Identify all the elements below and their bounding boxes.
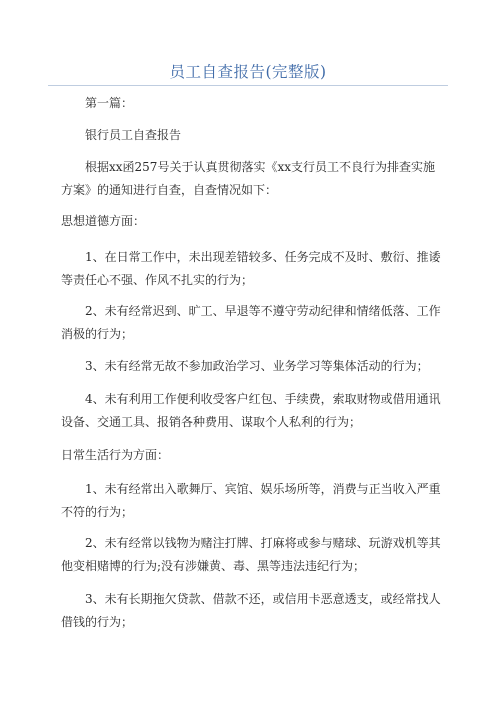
document-title: 员工自查报告(完整版) (169, 63, 327, 81)
ethics-item-2: 2、未有经常迟到、旷工、早退等不遵守劳动纪律和情绪低落、工作消极的行为； (61, 304, 441, 341)
subheading-ethics: 思想道德方面： (61, 214, 146, 228)
daily-item-1: 1、未有经常出入歌舞厅、宾馆、娱乐场所等，消费与正当收入严重不符的行为； (61, 482, 441, 519)
report-heading: 银行员工自查报告 (85, 128, 182, 142)
daily-item-2: 2、未有经常以钱物为赌注打牌、打麻将或参与赌球、玩游戏机等其他变相赌博的行为;没有涉嫌黄、毒、黑等违法违纪行为； (61, 536, 441, 573)
ethics-item-1: 1、在日常工作中，未出现差错较多、任务完成不及时、敷衍、推诿等责任心不强、作风不扎实的行为； (61, 250, 441, 287)
ethics-item-4: 4、未有利用工作便利收受客户红包、手续费，索取财物或借用通讯设备、交通工具、报销各种费用、谋取个人私利的行为； (61, 392, 441, 429)
section-heading: 第一篇： (85, 96, 134, 110)
subheading-daily-life: 日常生活行为方面： (61, 448, 170, 462)
title-divider (48, 85, 448, 86)
ethics-item-3: 3、未有经常无故不参加政治学习、业务学习等集体活动的行为； (85, 359, 429, 373)
intro-paragraph: 根据xx函257号关于认真贯彻落实《xx支行员工不良行为排查实施方案》的通知进行自查，自查情况如下： (61, 160, 435, 197)
daily-item-3: 3、未有长期拖欠贷款、借款不还，或信用卡恶意透支，或经常找人借钱的行为； (61, 592, 441, 629)
